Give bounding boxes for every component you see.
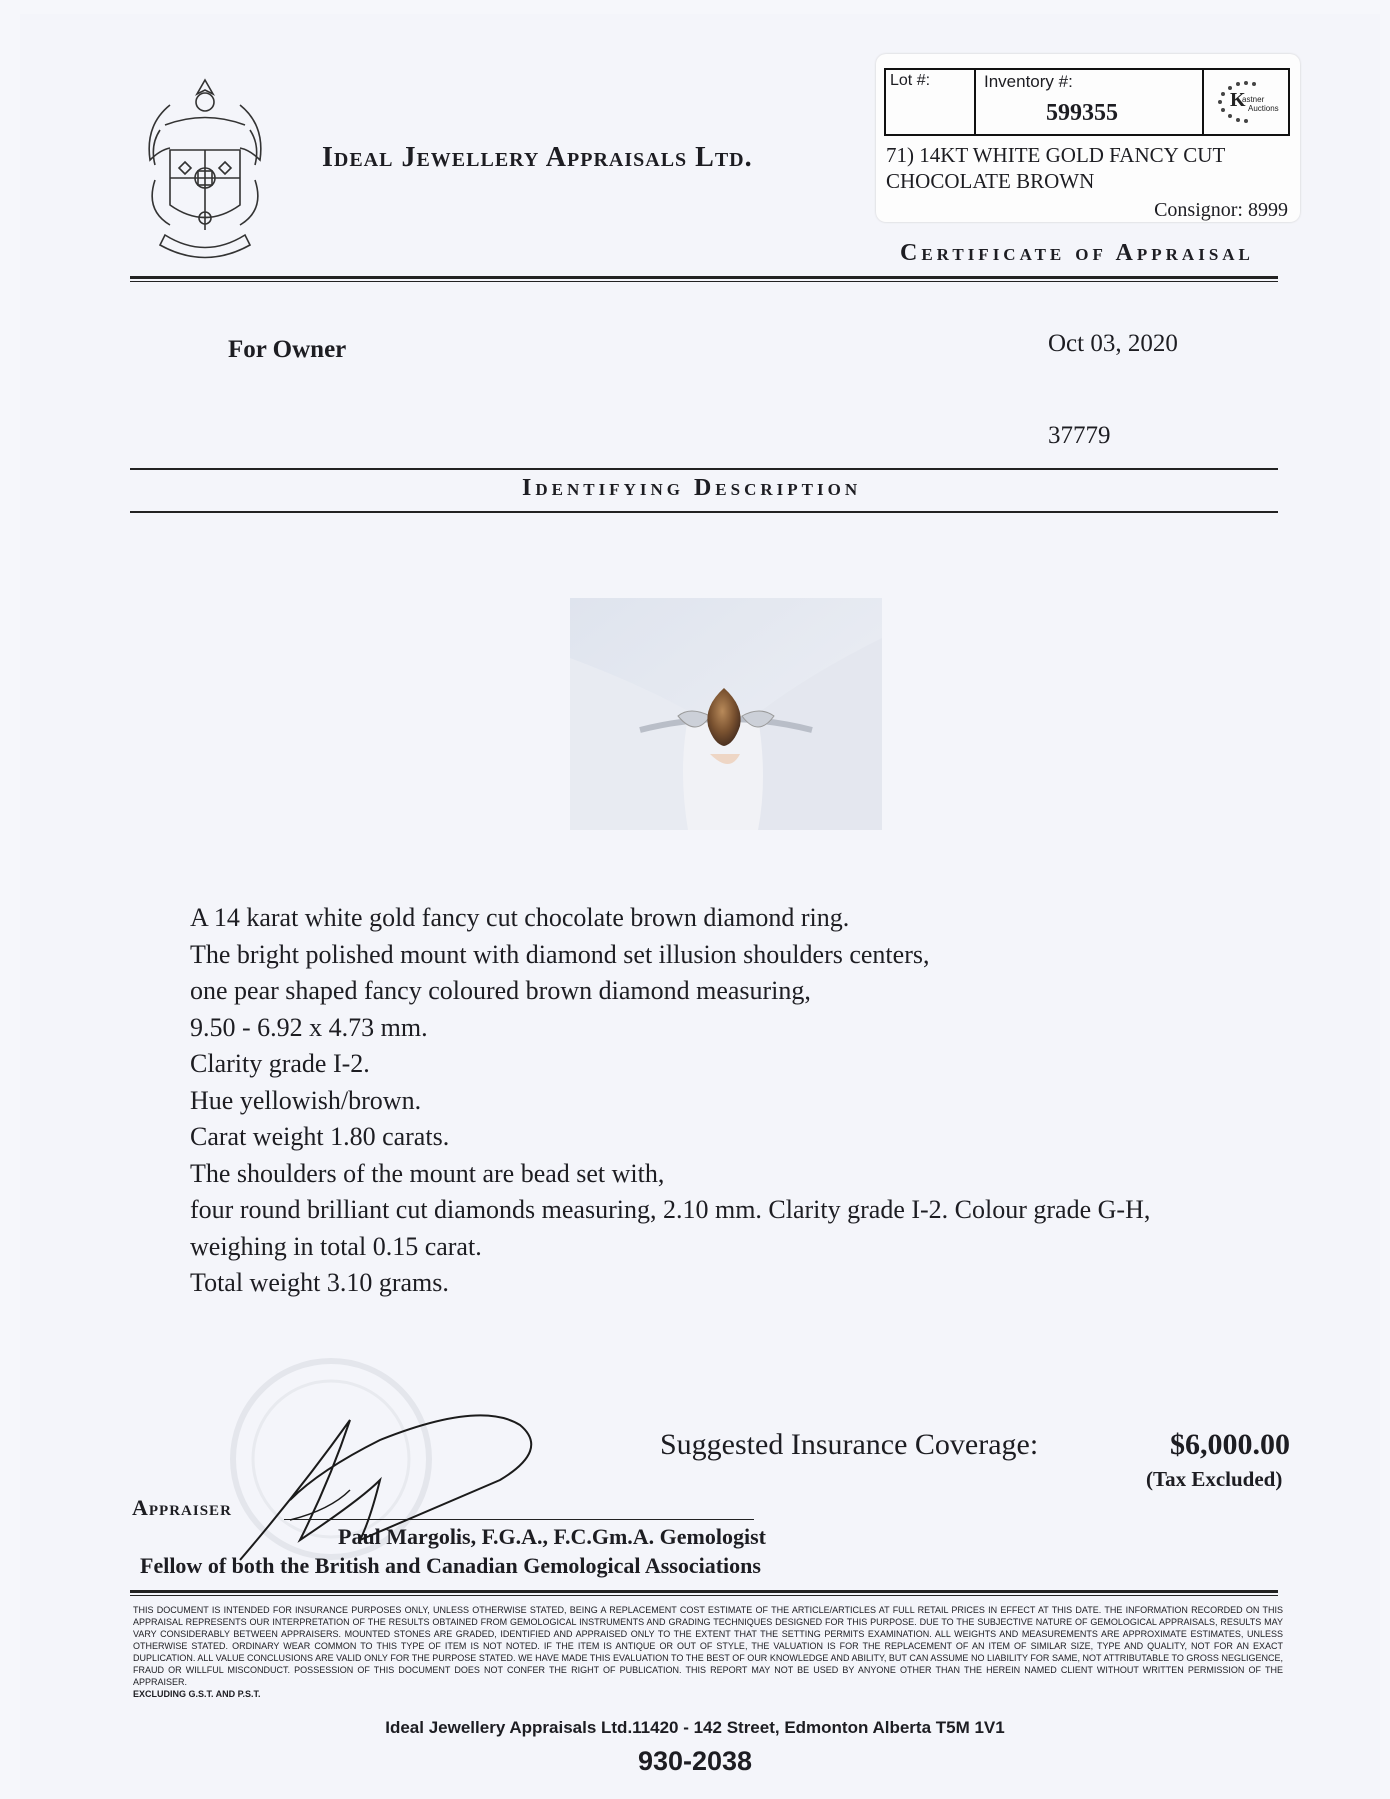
description-line: The bright polished mount with diamond set illusion shoulders centers, [190,939,930,969]
svg-text:K: K [1230,89,1246,111]
insurance-value: $6,000.00 [1170,1428,1290,1461]
inventory-number: 599355 [1046,100,1118,126]
inventory-label: Inventory #: [984,72,1073,91]
footer-address: Ideal Jewellery Appraisals Ltd.11420 - 142 Street, Edmonton Alberta T5M 1V1 [385,1718,1005,1737]
description-line: weighing in total 0.15 carat. [190,1231,482,1261]
section-title: Identifying Description [522,475,862,501]
appraiser-label: Appraiser [132,1495,232,1520]
svg-text:Auctions: Auctions [1248,104,1279,113]
disclaimer-tax: EXCLUDING G.S.T. AND P.S.T. [133,1689,261,1699]
divider [130,468,1278,470]
description-line: 9.50 - 6.92 x 4.73 mm. [190,1012,428,1042]
description-line: one pear shaped fancy coloured brown diamond measuring, [190,976,811,1005]
owner-label: For Owner [228,336,347,363]
description-line: four round brilliant cut diamonds measuring, 2.10 mm. Clarity grade I-2. Colour grade G-H, [190,1195,1151,1224]
ring-photo [570,598,882,830]
tag-consignor: Consignor: 8999 [1154,199,1288,221]
auction-tag [876,54,1300,222]
description-line: Total weight 3.10 grams. [190,1268,449,1297]
handwritten-signature [230,1400,560,1570]
legal-disclaimer [133,1604,1283,1700]
item-description [190,900,1150,1302]
divider [130,276,1278,279]
lot-label: Lot #: [886,70,976,134]
description-line: Carat weight 1.80 carats. [190,1122,450,1151]
inventory-cell [976,70,1204,134]
appraiser-fellowship: Fellow of both the British and Canadian Gemological Associations [140,1553,761,1578]
tag-description [886,142,1225,194]
insurance-label: Suggested Insurance Coverage: [660,1428,1039,1461]
divider [130,1590,1278,1593]
divider [130,1595,1278,1596]
svg-text:astner: astner [1242,95,1265,104]
auction-house-logo [1204,70,1288,134]
reference-number: 37779 [1048,422,1111,449]
appraisal-date: Oct 03, 2020 [1048,330,1178,357]
description-line: The shoulders of the mount are bead set with, [190,1158,665,1188]
divider [130,511,1278,513]
tag-description-line: 71) 14KT WHITE GOLD FANCY CUT [886,143,1226,167]
description-line: A 14 karat white gold fancy cut chocolate brown diamond ring. [190,903,850,932]
certificate-title: Certificate of Appraisal [900,240,1254,266]
appraiser-name: Paul Margolis, F.G.A., F.C.Gm.A. Gemologist [338,1524,766,1549]
tag-grid [884,68,1290,136]
company-name: Ideal Jewellery Appraisals Ltd. [322,142,753,173]
tax-note: (Tax Excluded) [1146,1467,1283,1491]
description-line: Hue yellowish/brown. [190,1085,422,1115]
footer-phone: 930-2038 [637,1746,753,1776]
divider [130,281,1278,282]
tag-description-line: CHOCOLATE BROWN [886,169,1095,193]
description-line: Clarity grade I-2. [190,1049,370,1078]
coat-of-arms-logo [130,70,280,265]
disclaimer-text: THIS DOCUMENT IS INTENDED FOR INSURANCE PURPOSES ONLY, UNLESS OTHERWISE STATED, BEING A REPLACEMENT COST ESTIMATE OF THE ARTICLE/ARTICLES AT FULL RETAIL PRICES IN EFFECT AT THIS DATE. THE INFORMATION RECORDED ON THIS APPRAISAL REPRESENTS OUR INTERPRETATION OF THE RESULTS OBTAINED FROM GEMOLOGICAL INSTRUMENTS AND GRADING TECHNIQUES DESIGNED FOR THIS PURPOSE. DUE TO THE SUBJECTIVE NATURE OF GEMOLOGICAL APPRAISALS, RESULTS MAY VARY CONSIDERABLY BETWEEN APPRAISERS. MOUNTED STONES ARE GRADED, IDENTIFIED AND APPRAISED ONLY TO THE EXTENT THAT THE SETTING PERMITS EXAMINATION. ALL WEIGHTS AND MEASUREMENTS ARE APPROXIMATE ESTIMATES, UNLESS OTHERWISE STATED. ORDINARY WEAR COMMON TO THIS TYPE OF ITEM IS NOT NOTED. IF THE ITEM IS ANTIQUE OR OUT OF STYLE, THE VALUATION IS FOR THE REPLACEMENT OF AN ITEM OF SIMILAR SIZE, TYPE AND QUALITY, NOT FOR AN EXACT DUPLICATION. ALL VALUE CONCLUSIONS ARE VALID ONLY FOR THE PURPOSE STATED. WE HAVE MADE THIS EVALUATION TO THE BEST OF OUR KNOWLEDGE AND ABILITY, BUT CAN ASSUME NO LIABILITY FOR SAME, NOT ATTRIBUTABLE TO GROSS NEGLIGENCE, FRAUD OR WILLFUL MISCONDUCT. POSSESSION OF THIS DOCUMENT DOES NOT CONFER THE RIGHT OF PUBLICATION. THIS REPORT MAY NOT BE USED BY ANYONE OTHER THAN THE HEREIN NAMED CLIENT WITHOUT WRITTEN PERMISSION OF THE APPRAISER. [133,1605,1283,1687]
